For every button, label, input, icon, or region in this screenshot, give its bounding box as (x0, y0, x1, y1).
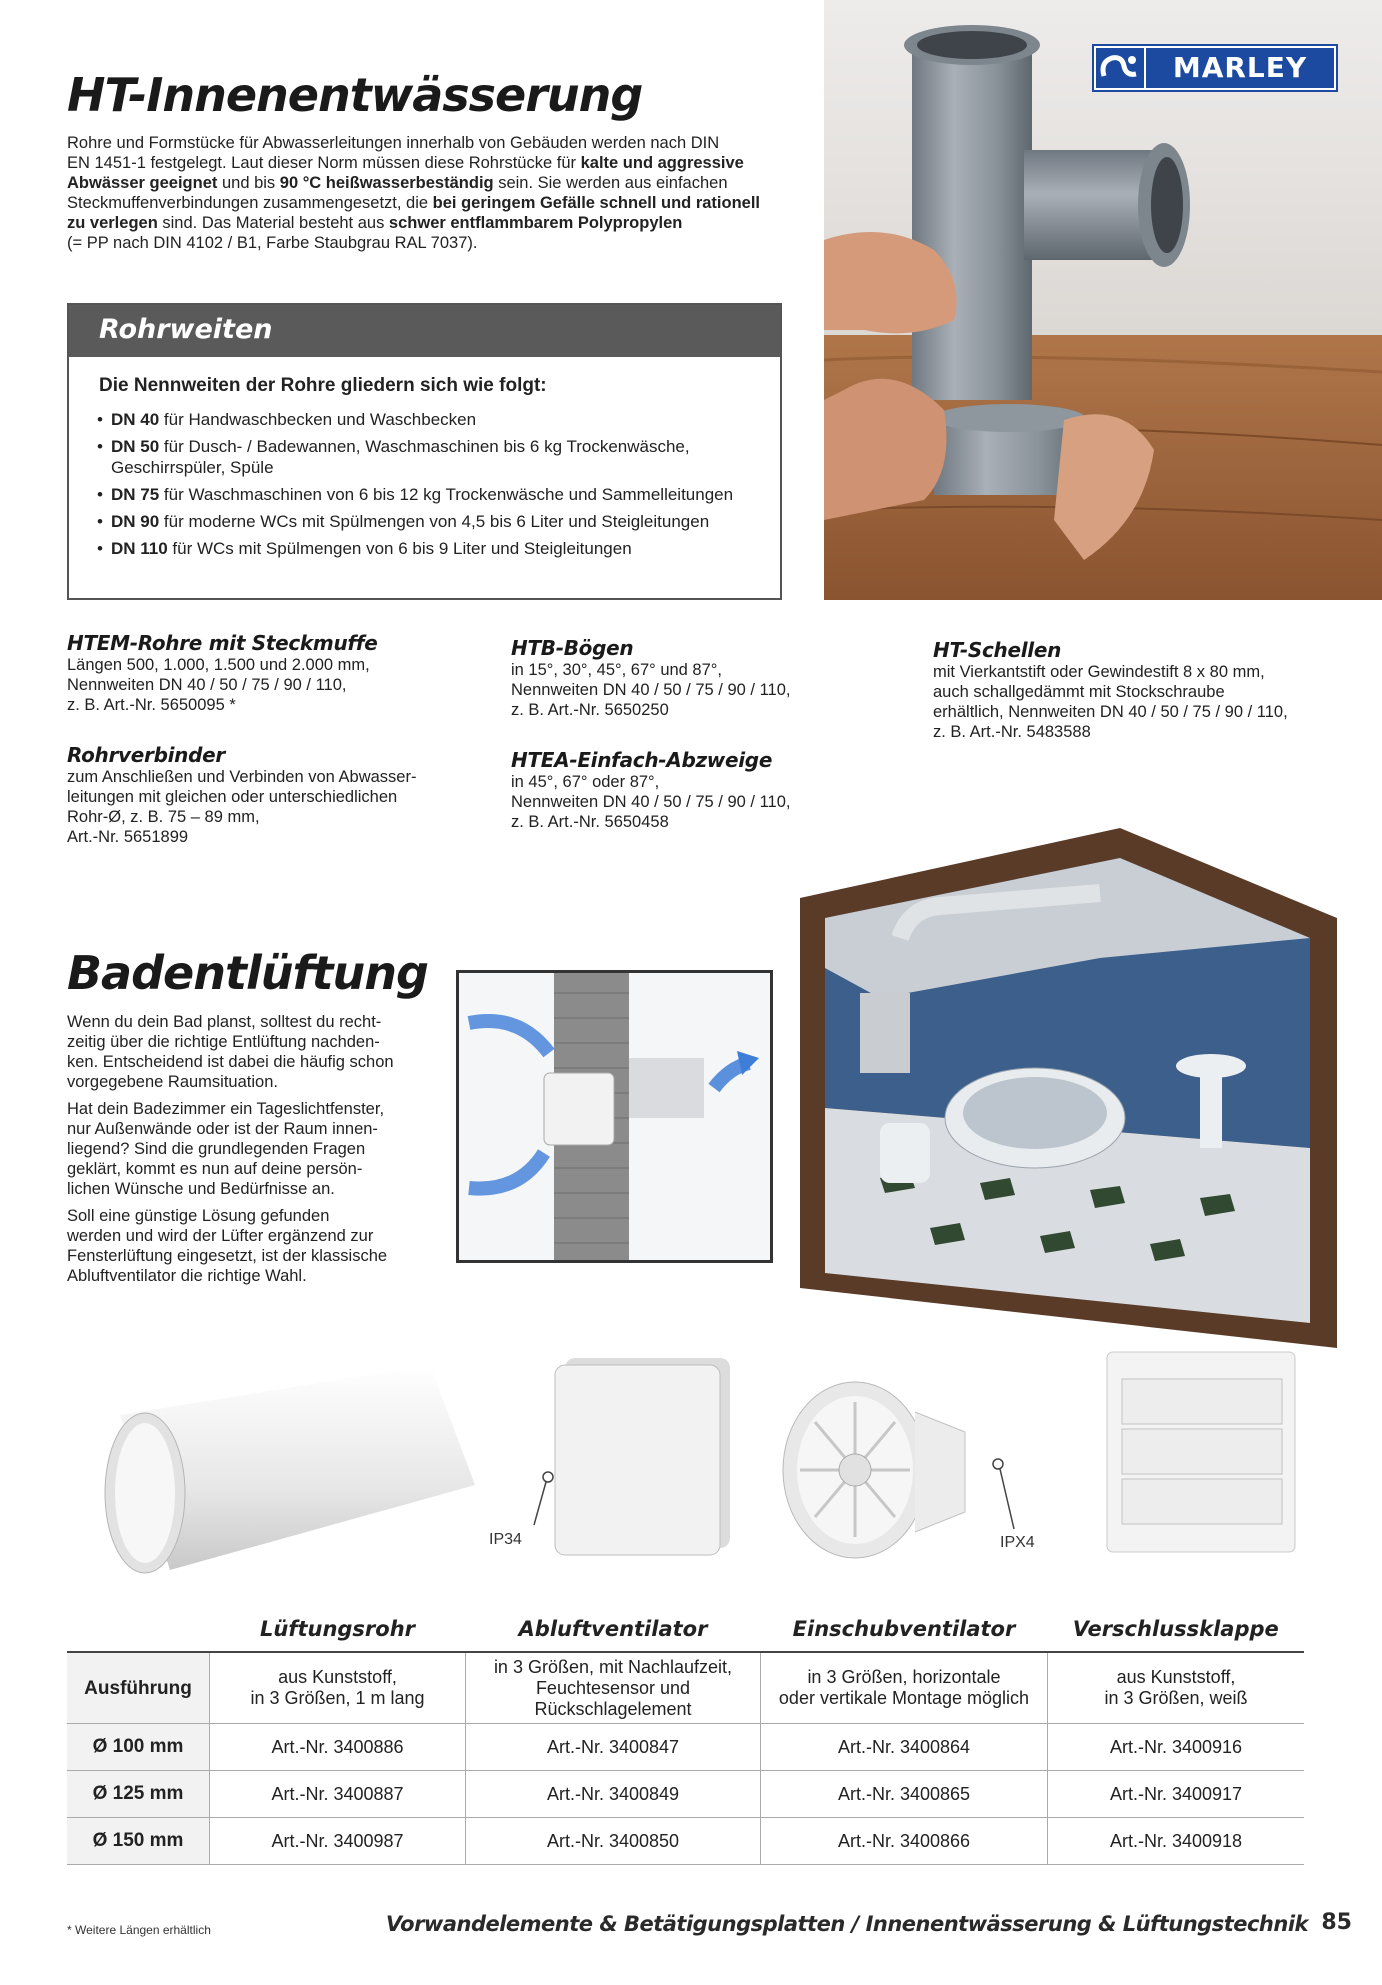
ht-line-6: (= PP nach DIN 4102 / B1, Farbe Staubgrau RAL 7037). (67, 234, 478, 252)
table-header-row (67, 1607, 1304, 1652)
marley-logo-icon (1096, 48, 1144, 88)
table-header-blank (67, 1607, 210, 1652)
product-title: Rohrverbinder (67, 743, 225, 767)
ht-title: HT-Innenentwässerung (67, 68, 643, 122)
product-title: HTEM-Rohre mit Steckmuffe (67, 631, 378, 655)
rohrweiten-intro: Die Nennweiten der Rohre gliedern sich wie folgt: (99, 375, 547, 396)
rohrweiten-list (97, 409, 733, 565)
table-row (67, 1652, 1304, 1724)
table-row (67, 1771, 1304, 1818)
product-text: in 45°, 67° oder 87°, Nennweiten DN 40 / 50 / 75 / 90 / 110, z. B. Art.-Nr. 5650458 (511, 773, 791, 831)
table-cell: Art.-Nr. 3400847 (466, 1724, 761, 1771)
bad-paragraph-3: Soll eine günstige Lösung gefunden werden und wird der Lüfter ergänzend zur Fensterlüftung eingesetzt, ist der klassische Abluftventilator die richtige Wahl. (67, 1207, 388, 1285)
list-item: • DN 90 für moderne WCs mit Spülmengen von 4,5 bis 6 Liter und Steigleitungen (97, 511, 733, 532)
ip34-label: IP34 (489, 1531, 522, 1548)
rohrweiten-box (67, 303, 782, 600)
product-htb (511, 636, 790, 720)
bad-paragraph-1: Wenn du dein Bad planst, solltest du recht- zeitig über die richtige Entlüftung nachden- ken. Entscheidend ist dabei die häufig schon vorgegebene Raumsituation. (67, 1013, 394, 1091)
row-label: Ø 150 mm (67, 1818, 210, 1865)
product-text: Längen 500, 1.000, 1.500 und 2.000 mm, Nennweiten DN 40 / 50 / 75 / 90 / 110, z. B. Art.-Nr. 5650095 * (67, 656, 370, 714)
list-item: • DN 75 für Waschmaschinen von 6 bis 12 kg Trockenwäsche und Sammelleitungen (97, 484, 733, 505)
product-title: HT-Schellen (933, 638, 1062, 662)
table-cell: in 3 Größen, mit Nachlaufzeit, Feuchtesensor und Rückschlagelement (466, 1652, 761, 1724)
list-item: • DN 50 für Dusch- / Badewannen, Waschmaschinen bis 6 kg Trockenwäsche, Geschirrspüler, Spüle (97, 436, 733, 478)
rohrweiten-header (69, 305, 780, 357)
spec-table (67, 1607, 1304, 1865)
product-text: in 15°, 30°, 45°, 67° und 87°, Nennweiten DN 40 / 50 / 75 / 90 / 110, z. B. Art.-Nr. 5650250 (511, 661, 791, 719)
row-label: Ausführung (67, 1652, 210, 1724)
product-htem (67, 631, 377, 715)
marley-logo-text: MARLEY (1146, 48, 1334, 88)
table-header: Einschubventilator (761, 1607, 1048, 1652)
page-number: 85 (1321, 1910, 1352, 1935)
product-rohrverbinder (67, 743, 416, 847)
table-row (67, 1818, 1304, 1865)
product-title: HTEA-Einfach-Abzweige (511, 748, 773, 772)
bad-description (67, 1012, 427, 1286)
list-item: • DN 40 für Handwaschbecken und Waschbecken (97, 409, 733, 430)
table-cell: in 3 Größen, horizontale oder vertikale Montage möglich (761, 1652, 1048, 1724)
table-cell: aus Kunststoff, in 3 Größen, weiß (1048, 1652, 1305, 1724)
product-title: HTB-Bögen (511, 636, 634, 660)
ht-line-4: Steckmuffenverbindungen zusammengesetzt, die bei geringem Gefälle schnell und rationell (67, 194, 760, 212)
table-cell: Art.-Nr. 3400916 (1048, 1724, 1305, 1771)
ht-description (67, 133, 807, 253)
exhaust-fan-image (545, 1353, 745, 1558)
ht-line-5: zu verlegen sind. Das Material besteht aus schwer entflammbarem Polypropylen (67, 214, 683, 232)
table-cell: Art.-Nr. 3400850 (466, 1818, 761, 1865)
table-cell: Art.-Nr. 3400886 (210, 1724, 466, 1771)
product-text: zum Anschließen und Verbinden von Abwasser- leitungen mit gleichen oder unterschiedlichen Rohr-Ø, z. B. 75 – 89 mm, Art.-Nr. 5651899 (67, 768, 417, 846)
table-cell: Art.-Nr. 3400887 (210, 1771, 466, 1818)
table-header: Abluftventilator (466, 1607, 761, 1652)
list-item: • DN 110 für WCs mit Spülmengen von 6 bis 9 Liter und Steigleitungen (97, 538, 733, 559)
ip34-pointer-icon (530, 1470, 555, 1530)
ht-line-1: Rohre und Formstücke für Abwasserleitungen innerhalb von Gebäuden werden nach DIN (67, 134, 720, 152)
product-schellen (933, 638, 1288, 742)
table-cell: Art.-Nr. 3400849 (466, 1771, 761, 1818)
row-label: Ø 100 mm (67, 1724, 210, 1771)
table-header: Lüftungsrohr (210, 1607, 466, 1652)
table-cell: Art.-Nr. 3400987 (210, 1818, 466, 1865)
marley-logo (1092, 44, 1338, 92)
product-htea (511, 748, 790, 832)
table-cell: Art.-Nr. 3400864 (761, 1724, 1048, 1771)
table-cell: Art.-Nr. 3400918 (1048, 1818, 1305, 1865)
bad-title: Badentlüftung (67, 946, 428, 1000)
ipx4-label: IPX4 (1000, 1534, 1035, 1551)
ht-line-2: EN 1451-1 festgelegt. Laut dieser Norm müssen diese Rohrstücke für kalte und aggressive (67, 154, 744, 172)
table-cell: Art.-Nr. 3400866 (761, 1818, 1048, 1865)
wall-fan-illustration (456, 970, 773, 1263)
rohrweiten-title: Rohrweiten (99, 314, 273, 345)
bad-paragraph-2: Hat dein Badezimmer ein Tageslichtfenster, nur Außenwände oder ist der Raum innen- liegend? Sind die grundlegenden Fragen geklärt, kommt es nun auf deine persön- lichen Wünsche und Bedürfnisse an. (67, 1100, 385, 1198)
table-cell: Art.-Nr. 3400917 (1048, 1771, 1305, 1818)
table-header: Verschlussklappe (1048, 1607, 1305, 1652)
ventilation-pipe-image (80, 1355, 480, 1580)
table-cell: Art.-Nr. 3400865 (761, 1771, 1048, 1818)
shutter-vent-image (1102, 1347, 1302, 1559)
table-row (67, 1724, 1304, 1771)
ipx4-pointer-icon (990, 1455, 1020, 1535)
row-label: Ø 125 mm (67, 1771, 210, 1818)
ht-line-3: Abwässer geeignet und bis 90 °C heißwasserbeständig sein. Sie werden aus einfachen (67, 174, 728, 192)
bathroom-illustration (800, 818, 1337, 1348)
inline-fan-image (775, 1372, 970, 1567)
footer-section-title: Vorwandelemente & Betätigungsplatten / Innenentwässerung & Lüftungstechnik (385, 1912, 1308, 1936)
table-cell: aus Kunststoff, in 3 Größen, 1 m lang (210, 1652, 466, 1724)
footnote: * Weitere Längen erhältlich (67, 1923, 211, 1937)
product-text: mit Vierkantstift oder Gewindestift 8 x 80 mm, auch schallgedämmt mit Stockschraube erhältlich, Nennweiten DN 40 / 50 / 75 / 90 / 110, z. B. Art.-Nr. 5483588 (933, 663, 1288, 741)
